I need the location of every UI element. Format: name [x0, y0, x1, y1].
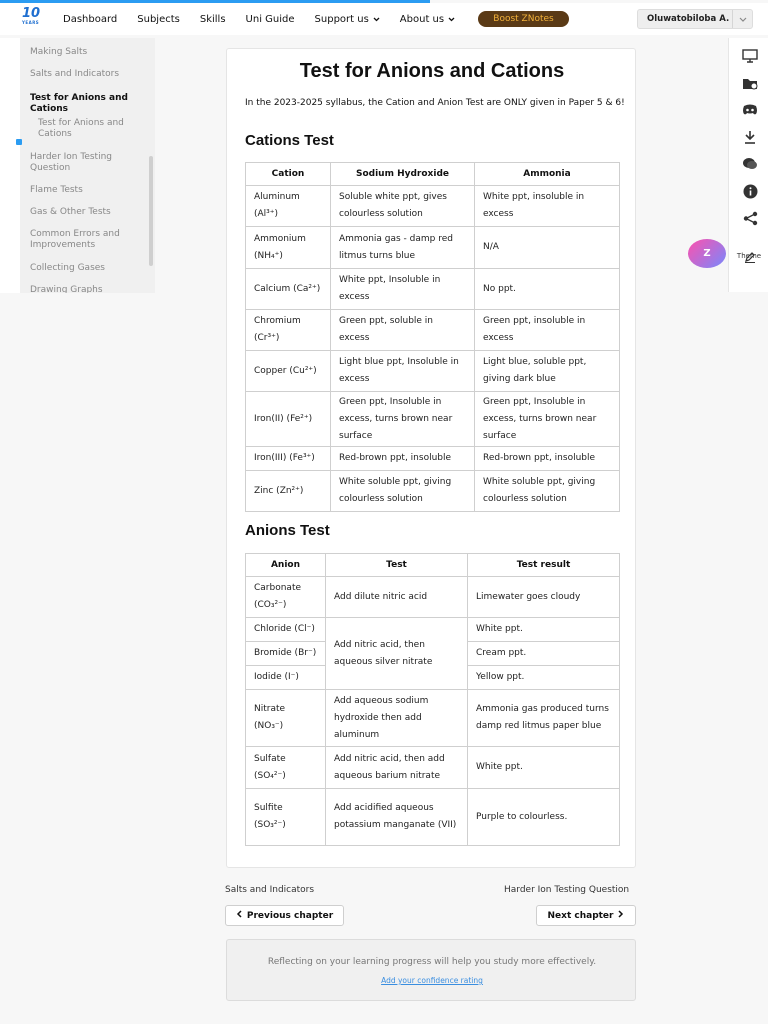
previous-chapter-label: Previous chapter [246, 910, 334, 921]
table-cell: Light blue ppt, Insoluble in excess [331, 351, 475, 392]
table-cell: Iron(II) (Fe²⁺) [246, 392, 331, 447]
cations-table [245, 162, 620, 512]
sidebar-item[interactable]: Collecting Gases [30, 263, 105, 273]
table-cell: Light blue, soluble ppt, giving dark blue [475, 351, 620, 392]
next-chapter-button[interactable] [536, 905, 636, 926]
result-cell: Yellow ppt. [468, 666, 620, 690]
sidebar-item[interactable]: Test for Anions and Cations [38, 118, 124, 139]
table-row [246, 618, 620, 642]
table-cell: Calcium (Ca²⁺) [246, 269, 331, 310]
result-cell: White ppt. [468, 618, 620, 642]
table-cell: Chromium (Cr³⁺) [246, 310, 331, 351]
column-header: Test [326, 554, 468, 577]
table-cell: Green ppt, Insoluble in excess, turns brown near surface [475, 392, 620, 447]
column-header: Cation [246, 163, 331, 186]
chevron-left-icon [236, 910, 242, 921]
table-row [246, 690, 620, 747]
chevron-down-icon [448, 15, 455, 24]
page-title: Test for Anions and Cations [299, 60, 565, 82]
theme-label[interactable]: Theme [736, 252, 762, 260]
table-cell: Red-brown ppt, insoluble [475, 447, 620, 471]
chat-icon[interactable] [741, 155, 759, 173]
test-cell: Add dilute nitric acid [326, 577, 468, 618]
sidebar-item[interactable]: Drawing Graphs [30, 285, 103, 293]
test-cell: Add aqueous sodium hydroxide then add aluminum [326, 690, 468, 747]
table-cell: White ppt, Insoluble in excess [331, 269, 475, 310]
user-name: Oluwatobiloba A. [647, 14, 730, 24]
assistant-bubble[interactable]: Z [688, 239, 726, 268]
sidebar-item[interactable]: Common Errors and Improvements [30, 229, 120, 250]
folder-icon[interactable] [741, 74, 759, 92]
table-cell: Green ppt, Insoluble in excess, turns brown near surface [331, 392, 475, 447]
nav-link-label: About us [399, 13, 445, 25]
previous-chapter-button[interactable] [225, 905, 344, 926]
column-header: Anion [246, 554, 326, 577]
table-row [246, 269, 620, 310]
table-row [246, 227, 620, 269]
cations-heading: Cations Test [245, 132, 334, 149]
table-cell: Zinc (Zn²⁺) [246, 471, 331, 512]
anion-cell: Sulfate (SO₄²⁻) [246, 747, 326, 789]
sidebar-item[interactable]: Gas & Other Tests [30, 207, 111, 217]
table-row [246, 351, 620, 392]
result-cell: White ppt. [468, 747, 620, 789]
nav-link-subjects[interactable] [137, 14, 180, 25]
sidebar-item[interactable]: Test for Anions and Cations [30, 93, 128, 114]
info-icon[interactable] [741, 182, 759, 200]
anion-cell: Iodide (I⁻) [246, 666, 326, 690]
test-cell: Add acidified aqueous potassium manganate (VII) [326, 789, 468, 846]
table-row [246, 310, 620, 351]
result-cell: Purple to colourless. [468, 789, 620, 846]
logo-number: 10 [22, 6, 41, 21]
previous-chapter-title[interactable]: Salts and Indicators [225, 885, 315, 895]
table-row [246, 447, 620, 471]
anions-table [245, 553, 620, 846]
navbar [0, 3, 768, 35]
column-header: Sodium Hydroxide [331, 163, 475, 186]
table-cell: White soluble ppt, giving colourless solution [331, 471, 475, 512]
sidebar-scrollbar[interactable] [149, 156, 153, 266]
result-cell: Cream ppt. [468, 642, 620, 666]
sidebar-item[interactable]: Harder Ion Testing Question [30, 152, 113, 173]
reflection-message: Reflecting on your learning progress will help you study more effectively. [267, 957, 597, 967]
nav-links [63, 3, 475, 35]
download-icon[interactable] [741, 128, 759, 146]
table-cell: Green ppt, soluble in excess [331, 310, 475, 351]
intro-text: In the 2023-2025 syllabus, the Cation and Anion Test are ONLY given in Paper 5 & 6! [245, 98, 625, 108]
user-menu[interactable] [637, 9, 753, 29]
anion-cell: Nitrate (NO₃⁻) [246, 690, 326, 747]
presentation-icon[interactable] [741, 47, 759, 65]
table-cell: Copper (Cu²⁺) [246, 351, 331, 392]
discord-icon[interactable] [741, 101, 759, 119]
result-cell: Limewater goes cloudy [468, 577, 620, 618]
share-icon[interactable] [741, 209, 759, 227]
result-cell: Ammonia gas produced turns damp red litmus paper blue [468, 690, 620, 747]
chapter-sidebar [0, 38, 155, 293]
table-cell: Ammonium (NH₄⁺) [246, 227, 331, 269]
nav-link-label: Subjects [137, 13, 180, 25]
anion-cell: Sulfite (SO₃²⁻) [246, 789, 326, 846]
next-chapter-label: Next chapter [547, 910, 614, 921]
chevron-down-icon [373, 15, 380, 24]
znotes-logo[interactable] [22, 8, 42, 28]
anion-cell: Carbonate (CO₃²⁻) [246, 577, 326, 618]
nav-link-label: Skills [199, 13, 226, 25]
table-cell: Aluminum (Al³⁺) [246, 186, 331, 227]
table-row [246, 577, 620, 618]
table-cell: Green ppt, insoluble in excess [475, 310, 620, 351]
table-row [246, 747, 620, 789]
table-cell: N/A [475, 227, 620, 269]
table-cell: White soluble ppt, giving colourless solution [475, 471, 620, 512]
table-cell: Ammonia gas - damp red litmus turns blue [331, 227, 475, 269]
next-chapter-title[interactable]: Harder Ion Testing Question [504, 885, 630, 895]
sidebar-item[interactable]: Salts and Indicators [30, 69, 120, 79]
confidence-rating-link[interactable]: Add your confidence rating [381, 976, 483, 985]
column-header: Ammonia [475, 163, 620, 186]
table-row [246, 471, 620, 512]
anion-cell: Chloride (Cl⁻) [246, 618, 326, 642]
boost-znotes-button[interactable]: Boost ZNotes [478, 11, 569, 27]
nav-link-dashboard[interactable] [63, 14, 117, 25]
nav-link-uni-guide[interactable] [246, 14, 295, 25]
table-cell: Iron(III) (Fe³⁺) [246, 447, 331, 471]
anions-heading: Anions Test [245, 522, 330, 539]
article-card [226, 48, 636, 868]
table-row [246, 392, 620, 447]
table-cell: White ppt, insoluble in excess [475, 186, 620, 227]
table-row [246, 789, 620, 846]
table-cell: Soluble white ppt, gives colourless solution [331, 186, 475, 227]
nav-link-support-us[interactable] [315, 14, 380, 25]
test-cell: Add nitric acid, then aqueous silver nitrate [326, 618, 468, 690]
test-cell: Add nitric acid, then add aqueous barium nitrate [326, 747, 468, 789]
nav-link-skills[interactable] [200, 14, 226, 25]
chevron-down-icon[interactable] [732, 10, 752, 28]
anion-cell: Bromide (Br⁻) [246, 642, 326, 666]
logo-caption: YEARS [22, 20, 40, 25]
sidebar-item[interactable]: Flame Tests [30, 185, 83, 195]
table-cell: No ppt. [475, 269, 620, 310]
sidebar-item[interactable]: Making Salts [30, 47, 88, 57]
table-cell: Red-brown ppt, insoluble [331, 447, 475, 471]
reflection-panel [226, 939, 636, 1001]
nav-link-about-us[interactable] [400, 14, 455, 25]
column-header: Test result [468, 554, 620, 577]
chevron-right-icon [618, 910, 624, 921]
nav-link-label: Support us [314, 13, 369, 25]
active-marker [16, 139, 22, 145]
nav-link-label: Uni Guide [245, 13, 295, 25]
nav-link-label: Dashboard [63, 13, 118, 25]
table-row [246, 186, 620, 227]
